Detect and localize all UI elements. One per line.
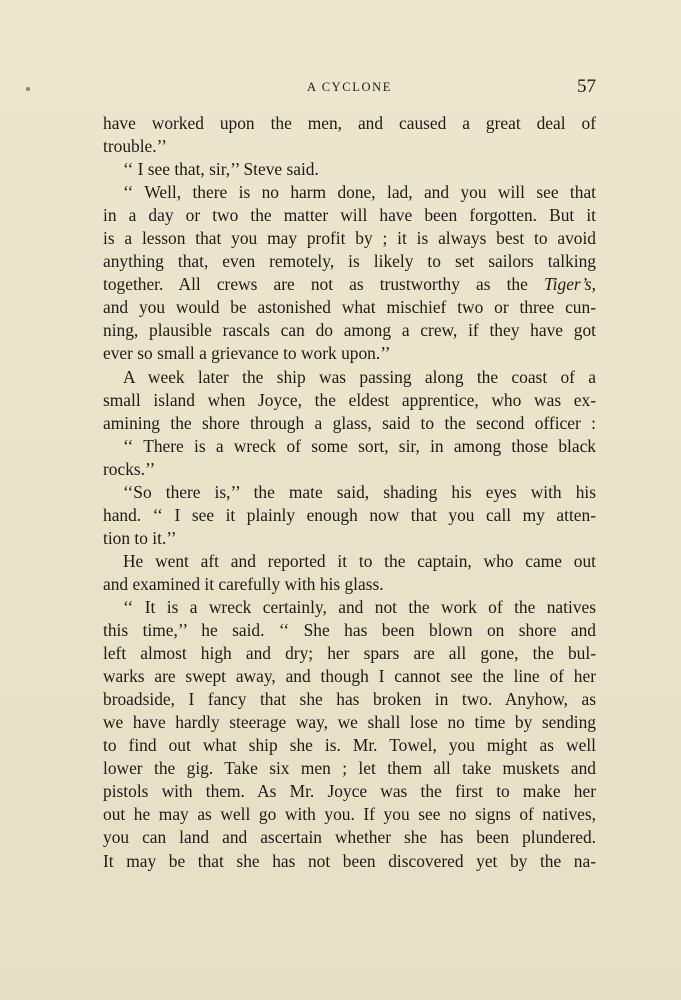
text-line: ‘‘ Well, there is no harm done, lad, and you will see that [123, 182, 596, 203]
text-line: He went aft and reported it to the captain, who came out [123, 550, 596, 571]
text-line: trouble.’’ [103, 136, 167, 157]
text-line: anything that, even remotely, is likely to set sailors talking [103, 251, 596, 272]
text-line: have worked upon the men, and caused a great deal of [103, 113, 596, 133]
text-line: broadside, I fancy that she has broken in two. Anyhow, as [103, 689, 596, 710]
text-line: and examined it carefully with his glass. [103, 573, 384, 594]
text-line: in a day or two the matter will have been forgotten. But it [103, 205, 596, 226]
ship-name: Tiger’s [543, 274, 592, 295]
text-line: ‘‘ There is a wreck of some sort, sir, in among those black [123, 435, 596, 456]
text-line: and you would be astonished what mischief two or three cun- [103, 297, 596, 318]
text-line: ‘‘ I see that, sir,’’ Steve said. [123, 159, 319, 180]
text-line: amining the shore through a glass, said to the second officer : [103, 412, 596, 433]
page-header [103, 76, 596, 100]
text-line: pistols with them. As Mr. Joyce was the first to make her [103, 781, 596, 802]
text-line: ning, plausible rascals can do among a crew, if they have got [103, 320, 596, 341]
text-line: to find out what ship she is. Mr. Towel, you might as well [103, 735, 596, 756]
text-line: lower the gig. Take six men ; let them all take muskets and [103, 758, 596, 779]
text-line: you can land and ascertain whether she has been plundered. [103, 827, 596, 848]
page-number: 57 [577, 76, 596, 97]
text-line: ‘‘ It is a wreck certainly, and not the work of the natives [123, 596, 596, 617]
text-line: It may be that she has not been discovered yet by the na- [103, 850, 596, 871]
text-line: we have hardly steerage way, we shall lose no time by sending [103, 712, 596, 733]
text-line: out he may as well go with you. If you see no signs of natives, [103, 804, 596, 825]
text-line: ‘‘So there is,’’ the mate said, shading his eyes with his [123, 481, 596, 502]
text-line: this time,’’ he said. ‘‘ She has been blown on shore and [103, 620, 596, 641]
text-line: hand. ‘‘ I see it plainly enough now that you call my atten- [103, 504, 596, 525]
text-line: together. All crews are not as trustworthy as the Tiger’s, [103, 274, 596, 295]
text-line: A week later the ship was passing along the coast of a [123, 366, 596, 387]
text-line: tion to it.’’ [103, 527, 177, 548]
text-line: warks are swept away, and though I cannot see the line of her [103, 666, 596, 687]
ink-speck [26, 87, 30, 91]
running-head: A CYCLONE [307, 80, 392, 94]
text-line: rocks.’’ [103, 458, 156, 479]
text-line: is a lesson that you may profit by ; it is always best to avoid [103, 228, 596, 249]
body-text [103, 112, 596, 873]
text-line: left almost high and dry; her spars are all gone, the bul- [103, 643, 596, 664]
text-line: ever so small a grievance to work upon.’’ [103, 343, 391, 364]
text-line: small island when Joyce, the eldest apprentice, who was ex- [103, 389, 596, 410]
